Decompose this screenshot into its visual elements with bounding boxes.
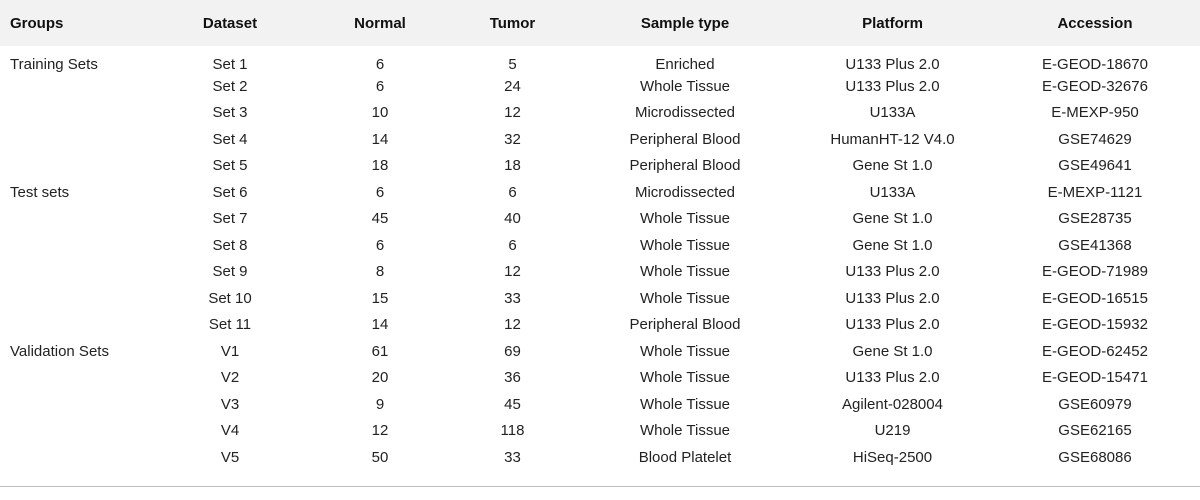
cell-sample-type: Whole Tissue [639,342,731,360]
cell-sample-type: Peripheral Blood [629,157,741,175]
cell-sample-type: Whole Tissue [639,210,731,228]
cell-normal: 15 [371,289,389,307]
header-accession: Accession [1057,14,1133,32]
cell-platform: U133A [869,104,916,122]
cell-tumor: 6 [508,183,517,201]
cell-normal: 6 [375,77,385,95]
cell-accession: E-MEXP-950 [1051,104,1139,122]
cell-platform: Gene St 1.0 [852,342,933,360]
cell-dataset: Set 3 [212,104,248,122]
cell-group [0,418,150,445]
table-row [0,73,1200,100]
cell-dataset: Set 2 [212,77,248,95]
cell-accession: GSE49641 [1058,157,1132,175]
cell-accession: GSE28735 [1058,210,1132,228]
cell-dataset: Set 4 [212,130,248,148]
cell-tumor: 12 [504,263,521,281]
cell-group: Validation Sets [10,342,109,360]
cell-group: Test sets [10,183,70,201]
cell-sample-type: Whole Tissue [639,395,731,413]
table-row [0,153,1200,180]
table-row [0,259,1200,286]
table-header [0,0,1200,46]
cell-dataset: Set 10 [208,289,252,307]
cell-sample-type: Microdissected [634,183,736,201]
cell-dataset: V5 [220,448,240,466]
cell-tumor: 12 [504,316,521,334]
cell-tumor: 118 [500,422,525,440]
cell-group [0,444,150,471]
cell-dataset: Set 5 [212,157,248,175]
table-row [0,444,1200,471]
cell-normal: 6 [375,236,385,254]
cell-sample-type: Blood Platelet [638,448,732,466]
cell-normal: 50 [371,448,389,466]
cell-tumor: 32 [504,130,521,148]
cell-dataset: Set 8 [212,236,248,254]
cell-group [0,232,150,259]
cell-group [0,100,150,127]
cell-accession: GSE68086 [1058,448,1132,466]
cell-group [0,153,150,180]
cell-platform: U133 Plus 2.0 [845,263,940,281]
cell-sample-type: Whole Tissue [639,77,731,95]
table-row [0,232,1200,259]
cell-sample-type: Microdissected [634,104,736,122]
cell-normal: 8 [375,263,385,281]
cell-platform: Gene St 1.0 [852,236,933,254]
cell-dataset: Set 1 [212,56,248,73]
cell-normal: 18 [371,157,389,175]
table-row [0,391,1200,418]
cell-group [0,391,150,418]
cell-platform: U133A [869,183,916,201]
cell-group: Training Sets [10,56,98,73]
cell-group [0,312,150,339]
cell-accession: E-GEOD-15932 [1042,316,1148,334]
cell-dataset: Set 11 [208,316,252,334]
header-row [0,0,1200,46]
cell-sample-type: Whole Tissue [639,369,731,387]
cell-tumor: 6 [508,236,517,254]
cell-accession: GSE60979 [1058,395,1132,413]
cell-normal: 14 [371,316,389,334]
cell-normal: 61 [371,342,389,360]
cell-sample-type: Whole Tissue [639,289,731,307]
cell-accession: E-GEOD-16515 [1042,289,1148,307]
cell-tumor: 18 [504,157,521,175]
cell-normal: 9 [375,395,385,413]
cell-normal: 6 [375,183,385,201]
table-row [0,46,1200,73]
cell-tumor: 12 [504,104,521,122]
cell-accession: GSE41368 [1058,236,1132,254]
table-row [0,418,1200,445]
cell-sample-type: Whole Tissue [639,236,731,254]
header-dataset: Dataset [202,14,258,32]
cell-platform: U133 Plus 2.0 [845,289,940,307]
cell-tumor: 45 [504,395,521,413]
cell-group [0,126,150,153]
cell-platform: U219 [874,422,911,440]
cell-sample-type: Whole Tissue [639,263,731,281]
cell-normal: 20 [371,369,389,387]
cell-normal: 12 [371,422,389,440]
cell-platform: HumanHT-12 V4.0 [830,130,955,148]
cell-dataset: Set 7 [212,210,248,228]
cell-tumor: 69 [504,342,521,360]
cell-accession: E-GEOD-32676 [1042,77,1148,95]
cell-tumor: 36 [504,369,521,387]
cell-group [0,285,150,312]
table-row [0,126,1200,153]
cell-tumor: 33 [504,448,521,466]
cell-sample-type: Peripheral Blood [629,316,741,334]
cell-group [0,206,150,233]
header-groups: Groups [10,14,64,32]
cell-platform: U133 Plus 2.0 [845,77,940,95]
table-row [0,179,1200,206]
table-row [0,285,1200,312]
cell-group [0,73,150,100]
cell-dataset: V3 [220,395,240,413]
cell-group [0,259,150,286]
table-body [0,46,1200,471]
cell-dataset: V2 [220,369,240,387]
cell-accession: E-GEOD-15471 [1042,369,1148,387]
cell-platform: Agilent-028004 [842,395,943,413]
table-row [0,312,1200,339]
cell-accession: E-GEOD-62452 [1042,342,1148,360]
header-normal: Normal [354,14,406,32]
cell-platform: U133 Plus 2.0 [845,56,940,73]
cell-accession: E-GEOD-71989 [1042,263,1148,281]
cell-dataset: V1 [220,342,240,360]
table-row [0,365,1200,392]
cell-normal: 6 [375,56,385,73]
cell-dataset: V4 [220,422,240,440]
header-sample-type: Sample type [640,14,730,32]
cell-dataset: Set 6 [212,183,248,201]
cell-tumor: 24 [504,77,521,95]
cell-dataset: Set 9 [212,263,248,281]
cell-platform: U133 Plus 2.0 [845,316,940,334]
header-platform: Platform [862,14,923,32]
cell-group [0,365,150,392]
table-row [0,338,1200,365]
table-row [0,100,1200,127]
cell-sample-type: Peripheral Blood [629,130,741,148]
cell-platform: Gene St 1.0 [852,210,933,228]
header-tumor: Tumor [489,14,536,32]
cell-accession: GSE74629 [1058,130,1132,148]
cell-sample-type: Enriched [655,56,715,73]
table-bottom-rule [0,486,1200,487]
cell-tumor: 40 [504,210,521,228]
cell-tumor: 33 [504,289,521,307]
cell-normal: 45 [371,210,389,228]
table-row [0,206,1200,233]
cell-accession: GSE62165 [1058,422,1132,440]
cell-platform: U133 Plus 2.0 [845,369,940,387]
cell-tumor: 5 [508,56,517,73]
cell-accession: E-GEOD-18670 [1042,56,1148,73]
cell-normal: 14 [371,130,389,148]
cell-accession: E-MEXP-1121 [1047,183,1143,201]
cell-normal: 10 [371,104,389,122]
cell-platform: Gene St 1.0 [852,157,933,175]
cell-platform: HiSeq-2500 [852,448,933,466]
cell-sample-type: Whole Tissue [639,422,731,440]
